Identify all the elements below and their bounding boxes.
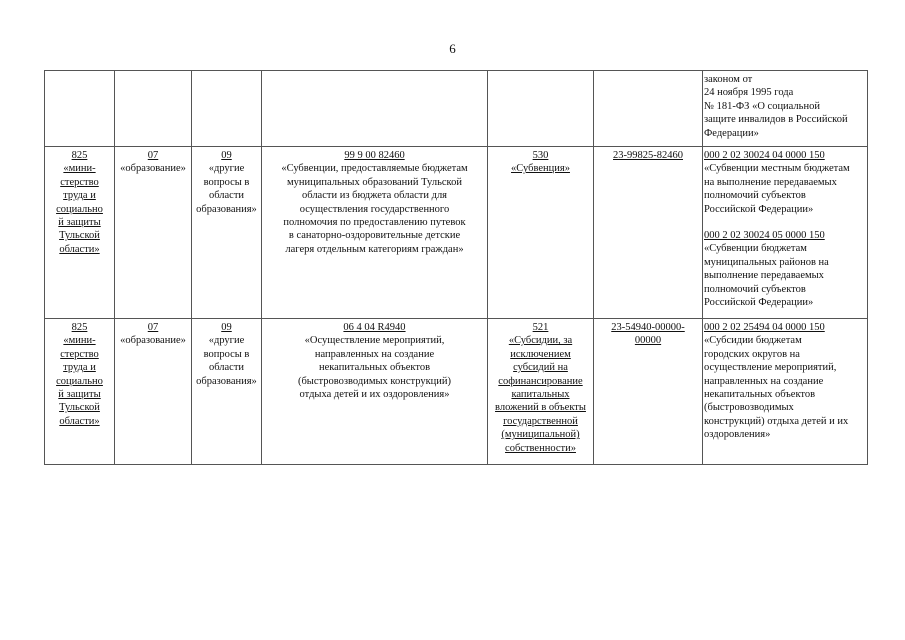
revenue-code-cell: 000 2 02 25494 04 0000 150 «Субсидии бюджетам городских округов на осуществление мероприятий, направленных на создание некапитальных объектов (быстровозводимых конструкций) отдыха детей и их оздоровления» xyxy=(703,319,868,465)
section-cell: 07 «образование» xyxy=(115,319,192,465)
purpose-code-cell: 23-99825-82460 xyxy=(594,147,703,319)
table-row xyxy=(45,319,868,465)
subsection-cell: 09 «другие вопросы в области образования» xyxy=(192,319,262,465)
expense-type-cell: 521 «Субсидии, за исключением субсидий на софинансирование капитальных вложений в объекты государственной (муниципальной) собственности» xyxy=(488,319,594,465)
cell-empty xyxy=(115,71,192,147)
section-cell: 07 «образование» xyxy=(115,147,192,319)
revenue-code-cell: 000 2 02 30024 04 0000 150 «Субвенции местным бюджетам на выполнение передаваемых полномочий субъектов Российской Федерации» 000 2 02 30024 05 0000 150 «Субвенции бюджетам муниципальных районов на выполнение передаваемых полномочий субъектов Российской Федерации» xyxy=(703,147,868,319)
ministry-cell: 825 «мини- стерство труда и социально й защиты Тульской области» xyxy=(45,319,115,465)
cell-empty xyxy=(262,71,488,147)
ministry-cell: 825 «мини- стерство труда и социально й защиты Тульской области» xyxy=(45,147,115,319)
subsection-cell: 09 «другие вопросы в области образования» xyxy=(192,147,262,319)
cell-empty xyxy=(594,71,703,147)
table-row xyxy=(45,147,868,319)
page-number: 6 xyxy=(449,41,456,56)
cell-empty xyxy=(488,71,594,147)
cell-empty xyxy=(45,71,115,147)
budget-table xyxy=(44,70,868,465)
legal-basis-cell: законом от 24 ноября 1995 года № 181-ФЗ «О социальной защите инвалидов в Российской Федерации» xyxy=(703,71,868,147)
table-row xyxy=(45,71,868,147)
expense-type-cell: 530 «Субвенция» xyxy=(488,147,594,319)
target-article-cell: 06 4 04 R4940 «Осуществление мероприятий, направленных на создание некапитальных объектов (быстровозводимых конструкций) отдыха детей и их оздоровления» xyxy=(262,319,488,465)
cell-empty xyxy=(192,71,262,147)
purpose-code-cell: 23-54940-00000- 00000 xyxy=(594,319,703,465)
target-article-cell: 99 9 00 82460 «Субвенции, предоставляемые бюджетам муниципальных образований Тульской области из бюджета области для осуществления государственного полномочия по предоставлению путевок в санаторно-оздоровительные детские лагеря отдельным категориям граждан» xyxy=(262,147,488,319)
